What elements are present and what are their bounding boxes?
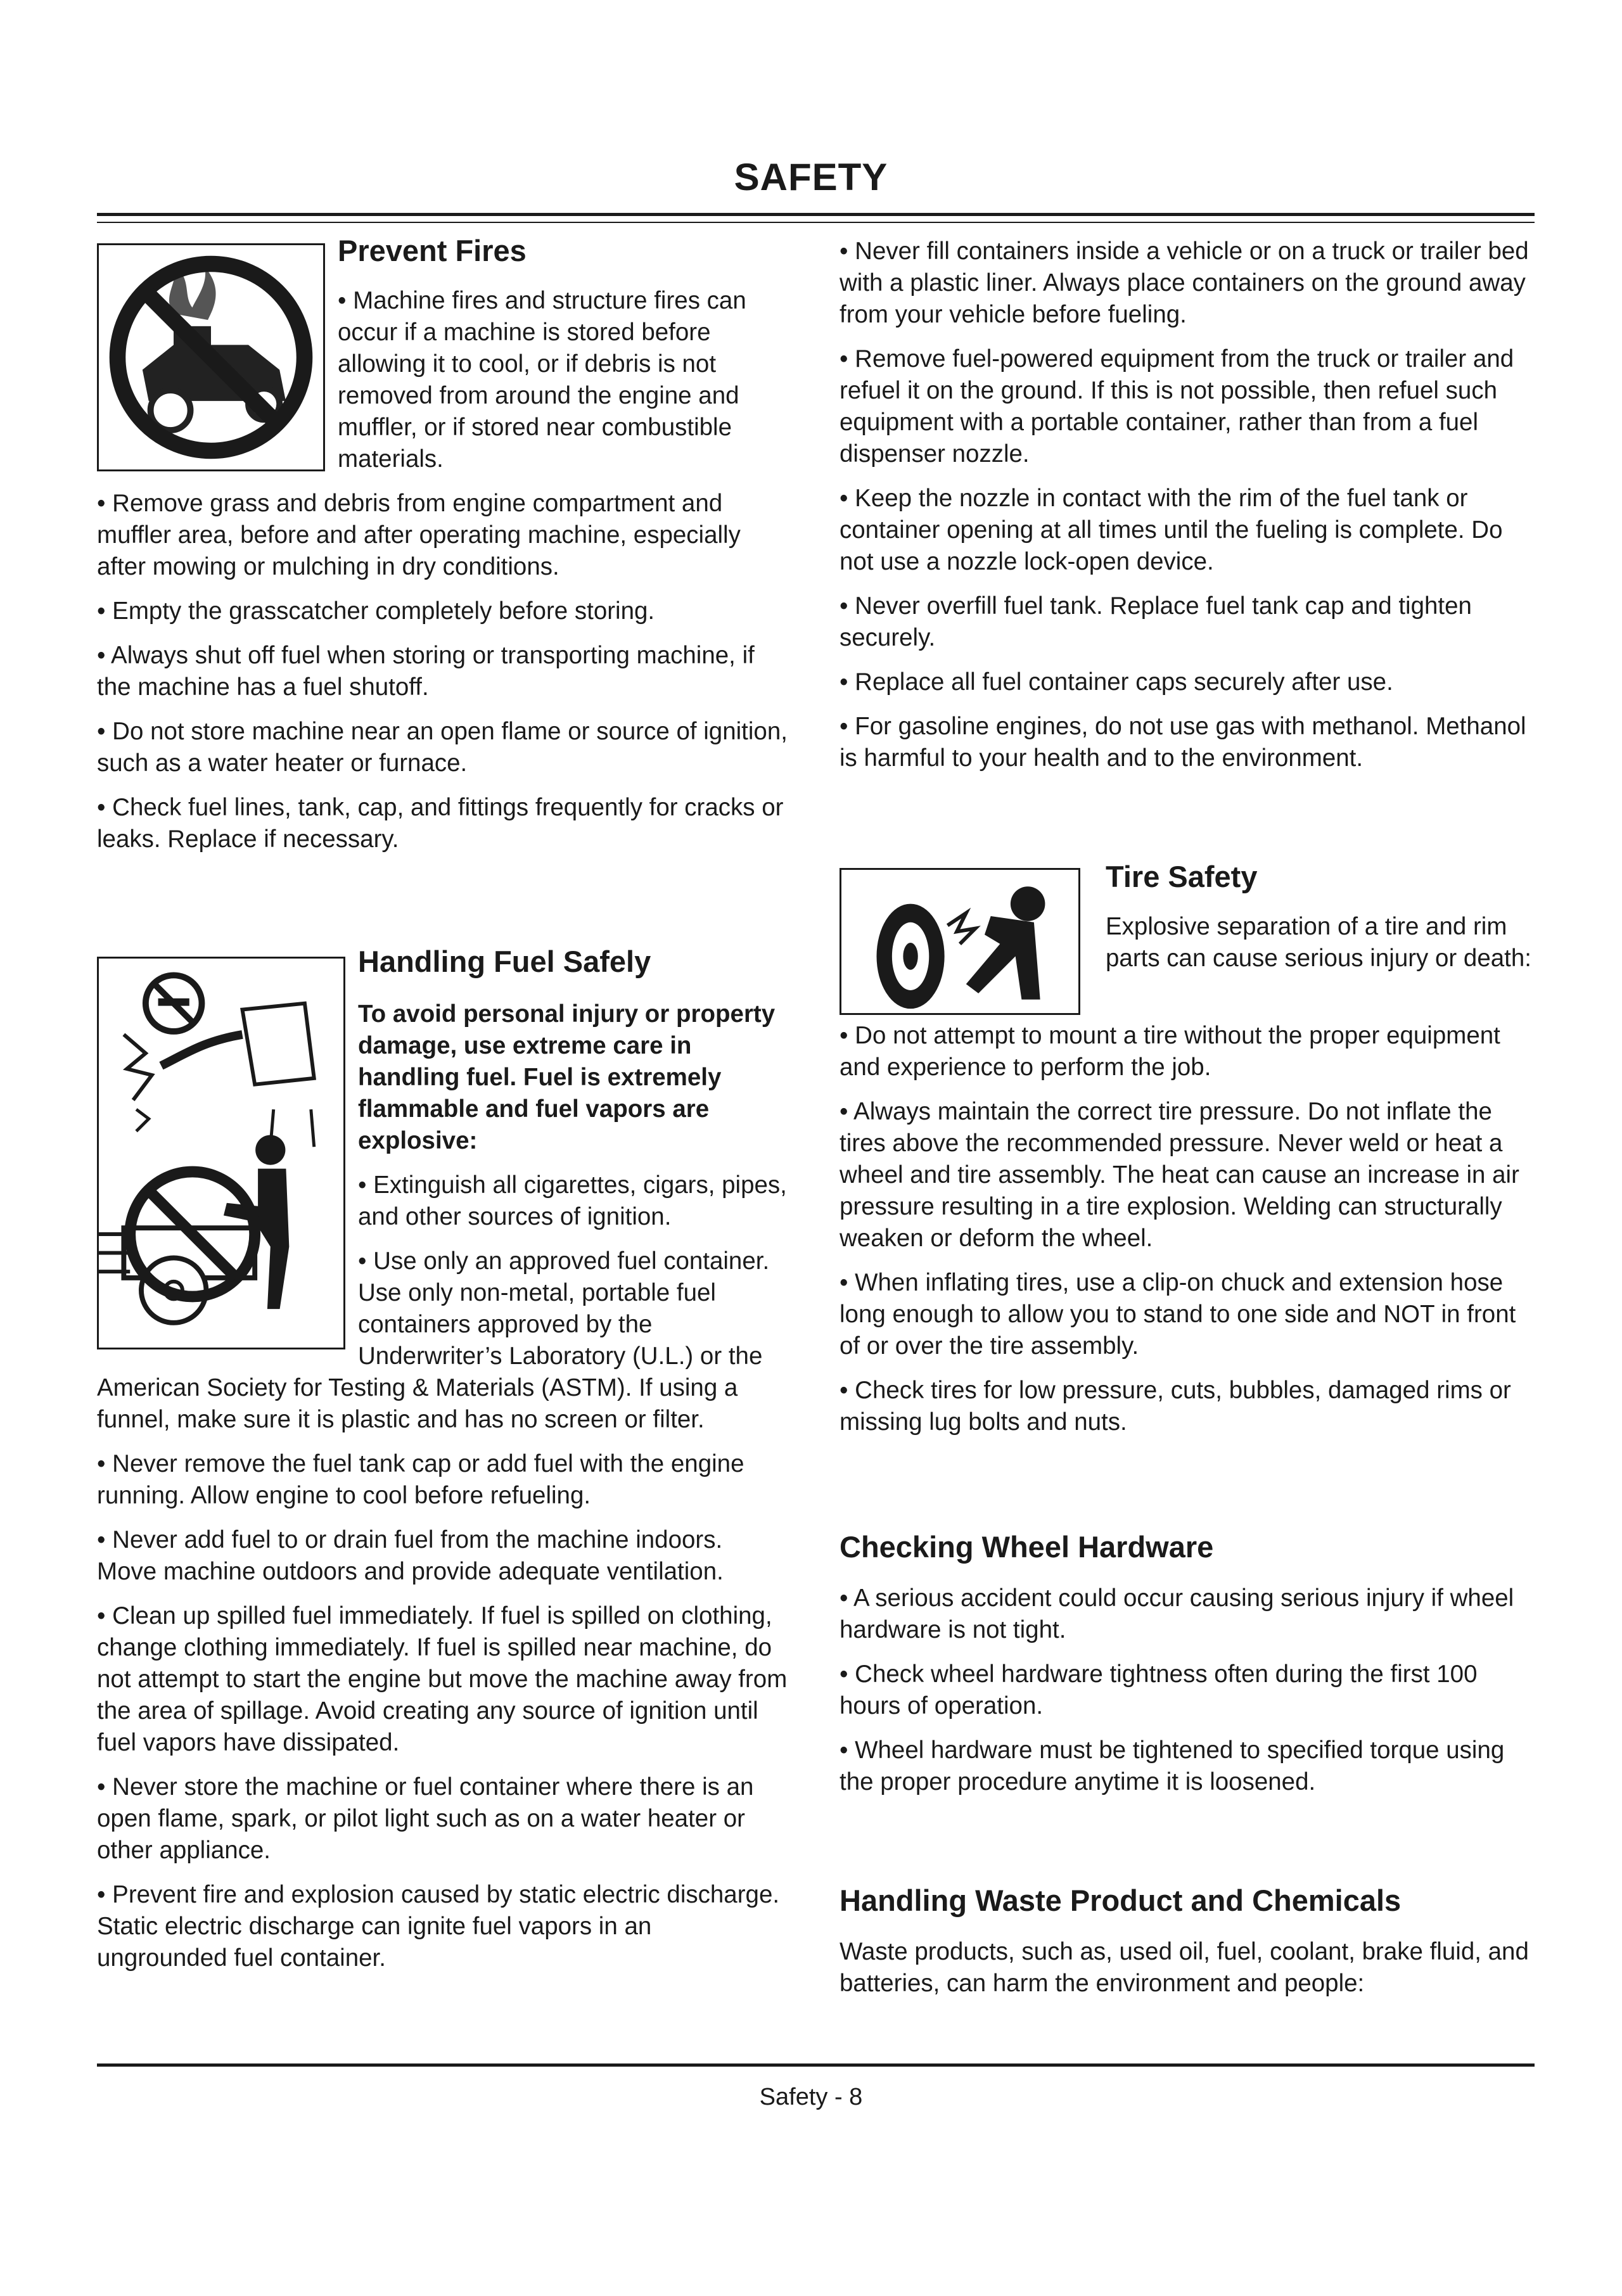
paragraph: • Never overfill fuel tank. Replace fuel tank cap and tighten securely.: [840, 592, 1472, 651]
paragraph: • Never store the machine or fuel container where there is an open flame, spark, or pilot light such as on a water heater or other appliance.: [97, 1773, 754, 1864]
handling-fuel-heading: Handling Fuel Safely: [358, 945, 651, 978]
paragraph: • Extinguish all cigarettes, cigars, pipes, and other sources of ignition.: [358, 1171, 787, 1230]
section-waste: [840, 1883, 1535, 2012]
prevent-fires-heading: Prevent Fires: [338, 234, 527, 267]
paragraph: • Clean up spilled fuel immediately. If fuel is spilled on clothing, change clothing immediately. If fuel is spilled near machine, do not attempt to start the engine but move the machine away from the area of spillage. Avoid creating any source of ignition until fuel vapors have dissipated.: [97, 1602, 788, 1756]
paragraph: • Machine fires and structure fires can occur if a machine is stored before allowing it to cool, or if debris is not removed from around the engine and muffler, or if stored near combustible materials.: [338, 287, 746, 473]
paragraph: • Check tires for low pressure, cuts, bubbles, damaged rims or missing lug bolts and nuts.: [840, 1377, 1511, 1436]
section-fuel-continued: [840, 236, 1535, 787]
paragraph: • Do not store machine near an open flame or source of ignition, such as a water heater or furnace.: [97, 718, 788, 777]
paragraph: • When inflating tires, use a clip-on chuck and extension hose long enough to allow you to stand to one side and NOT in front of or over the tire assembly.: [840, 1269, 1516, 1360]
paragraph: • Replace all fuel container caps securely after use.: [840, 668, 1393, 696]
no-smoking-fueling-icon: [97, 957, 345, 1349]
page-title: SAFETY: [734, 156, 888, 198]
paragraph: • Never fill containers inside a vehicle or on a truck or trailer bed with a plastic liner. Always place containers on the ground away from your vehicle before fueling.: [840, 238, 1529, 328]
tire-explosion-icon: [840, 868, 1080, 1015]
paragraph: • Keep the nozzle in contact with the rim of the fuel tank or container opening at all times until the fueling is complete. Do not use a nozzle lock-open device.: [840, 485, 1503, 575]
page-number: Safety - 8: [759, 2084, 863, 2110]
paragraph: • Empty the grasscatcher completely before storing.: [97, 597, 655, 625]
paragraph: Waste products, such as, used oil, fuel, coolant, brake fluid, and batteries, can harm the environment and people:: [840, 1938, 1529, 1997]
footer-rule: [97, 2063, 1535, 2067]
paragraph: • Do not attempt to mount a tire without the proper equipment and experience to perform the job.: [840, 1022, 1500, 1081]
fuel-warning-intro: To avoid personal injury or property damage, use extreme care in handling fuel. Fuel is extremely flammable and fuel vapors are explosive:: [358, 1000, 776, 1154]
waste-heading: Handling Waste Product and Chemicals: [840, 1884, 1402, 1917]
paragraph: • Prevent fire and explosion caused by static electric discharge. Static electric discharge can ignite fuel vapors in an ungrounded fuel container.: [97, 1881, 780, 1972]
wheel-hardware-heading: Checking Wheel Hardware: [840, 1530, 1214, 1564]
paragraph: • Use only an approved fuel container. Use only non-metal, portable fuel containers approved by the Underwriter’s Laboratory (U.L.) or the American Society for Testing & Materials (ASTM). If using a funnel, make sure it is plastic and has no screen or filter.: [97, 1247, 770, 1433]
paragraph: • Wheel hardware must be tightened to specified torque using the proper procedure anytime it is loosened.: [840, 1737, 1505, 1795]
paragraph: • Check fuel lines, tank, cap, and fittings frequently for cracks or leaks. Replace if necessary.: [97, 794, 784, 853]
tire-safety-heading: Tire Safety: [1106, 860, 1258, 893]
paragraph: • Never add fuel to or drain fuel from the machine indoors. Move machine outdoors and provide adequate ventilation.: [97, 1526, 724, 1585]
header-rule-thick: [97, 213, 1535, 216]
tire-safety-intro: Explosive separation of a tire and rim parts can cause serious injury or death:: [1106, 913, 1531, 972]
paragraph: • For gasoline engines, do not use gas with methanol. Methanol is harmful to your health and to the environment.: [840, 713, 1526, 772]
section-prevent-fires: [97, 233, 788, 868]
no-fire-mower-icon: [97, 243, 325, 471]
paragraph: • Always shut off fuel when storing or transporting machine, if the machine has a fuel shutoff.: [97, 642, 755, 701]
paragraph: • Remove grass and debris from engine compartment and muffler area, before and after operating machine, especially after mowing or mulching in dry conditions.: [97, 490, 741, 580]
section-tire-safety: [840, 859, 1535, 1451]
paragraph: • Check wheel hardware tightness often during the first 100 hours of operation.: [840, 1661, 1478, 1719]
section-wheel-hardware: [840, 1529, 1535, 1811]
header-rule-thin: [97, 222, 1535, 223]
paragraph: • A serious accident could occur causing serious injury if wheel hardware is not tight.: [840, 1585, 1514, 1643]
paragraph: • Never remove the fuel tank cap or add fuel with the engine running. Allow engine to cool before refueling.: [97, 1450, 744, 1509]
paragraph: • Remove fuel-powered equipment from the truck or trailer and refuel it on the ground. If this is not possible, then refuel such equipment with a portable container, rather than from a fuel dispenser nozzle.: [840, 345, 1514, 468]
paragraph: • Always maintain the correct tire pressure. Do not inflate the tires above the recommended pressure. Never weld or heat a wheel and tire assembly. The heat can cause an increase in air pressure resulting in a tire explosion. Welding can structurally weaken or deform the wheel.: [840, 1098, 1519, 1252]
section-handling-fuel: [97, 944, 788, 1987]
